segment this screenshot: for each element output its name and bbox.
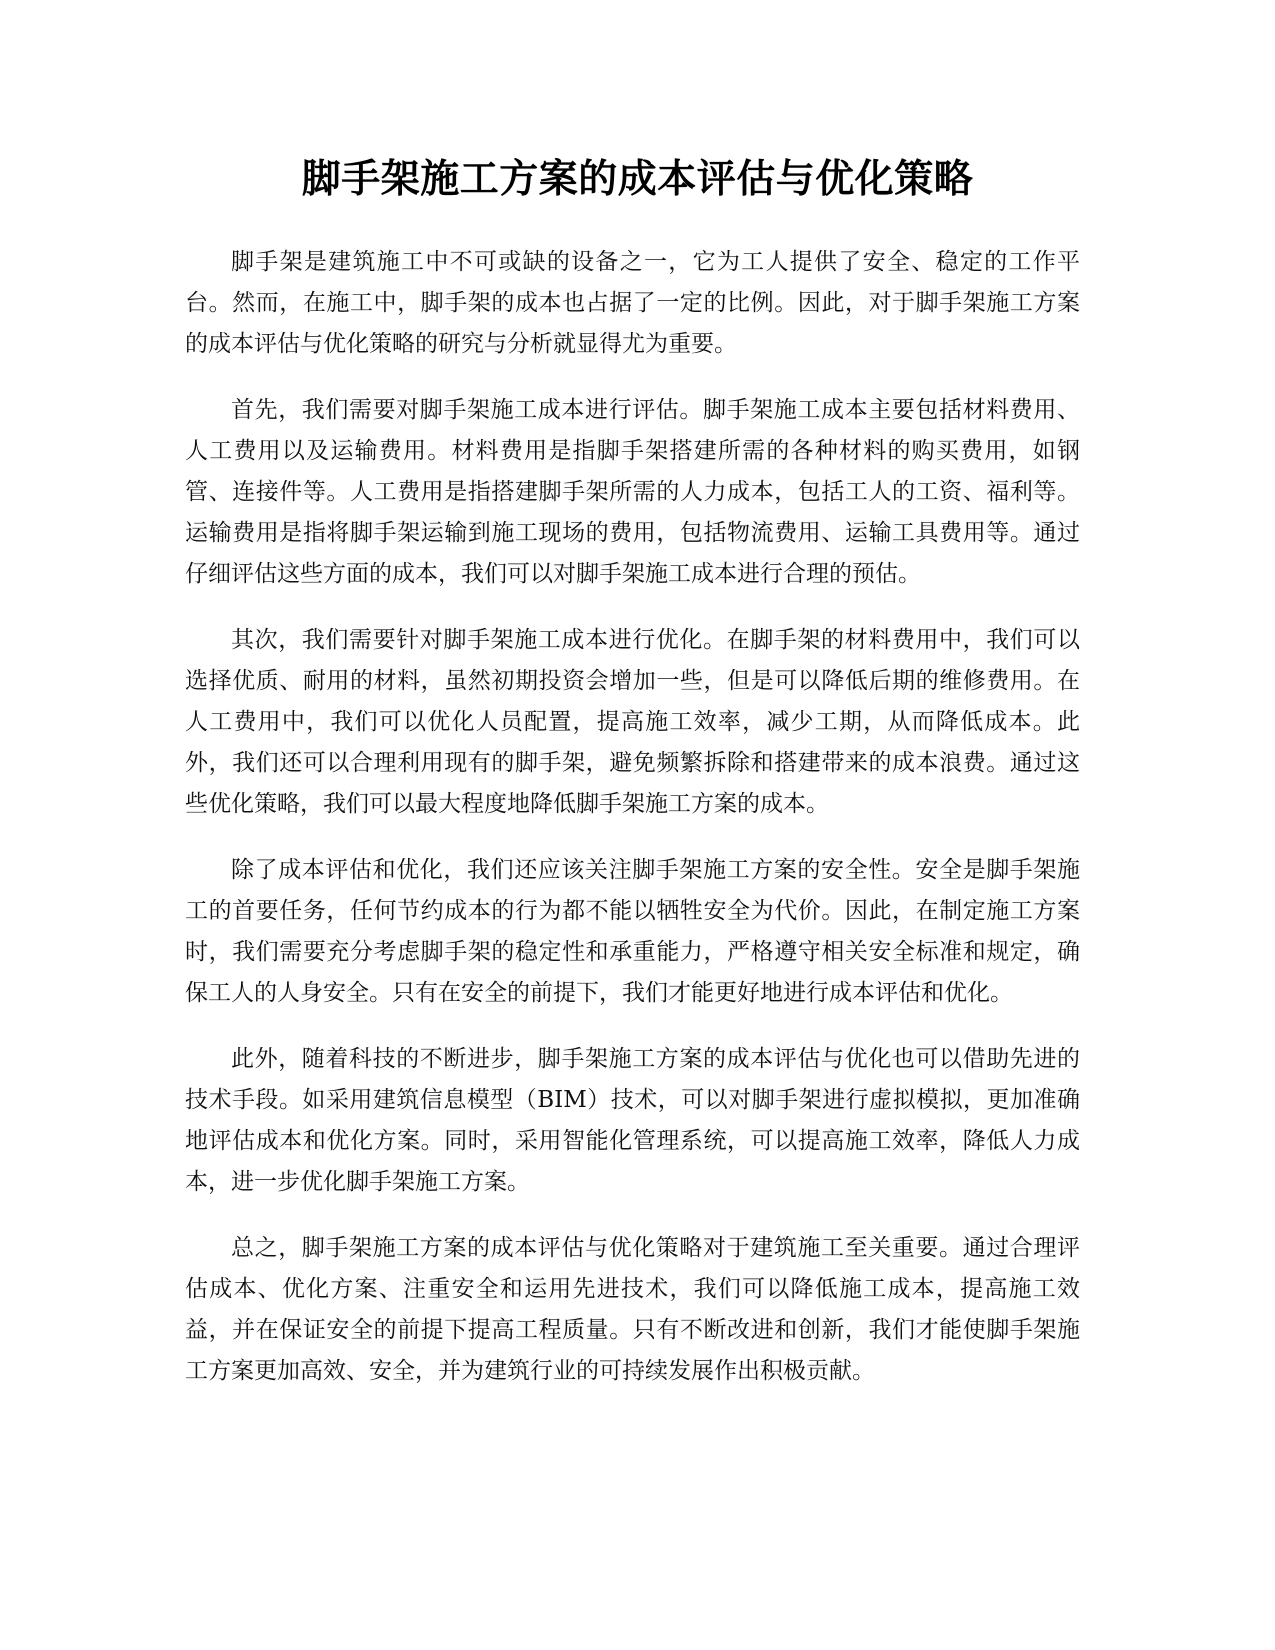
paragraph-conclusion: 总之，脚手架施工方案的成本评估与优化策略对于建筑施工至关重要。通过合理评估成本、优化方案、注重安全和运用先进技术，我们可以降低施工成本，提高施工效益，并在保证安全的前提下提高工程质量。只有不断改进和创新，我们才能使脚手架施工方案更加高效、安全，并为建筑行业的可持续发展作出积极贡献。: [185, 1235, 1080, 1384]
document-title: 脚手架施工方案的成本评估与优化策略: [301, 157, 974, 202]
paragraph-cost-evaluation: 首先，我们需要对脚手架施工成本进行评估。脚手架施工成本主要包括材料费用、人工费用以及运输费用。材料费用是指脚手架搭建所需的各种材料的购买费用，如钢管、连接件等。人工费用是指搭建脚手架所需的人力成本，包括工人的工资、福利等。运输费用是指将脚手架运输到施工现场的费用，包括物流费用、运输工具费用等。通过仔细评估这些方面的成本，我们可以对脚手架施工成本进行合理的预估。: [185, 397, 1080, 587]
paragraph-intro: 脚手架是建筑施工中不可或缺的设备之一，它为工人提供了安全、稳定的工作平台。然而，在施工中，脚手架的成本也占据了一定的比例。因此，对于脚手架施工方案的成本评估与优化策略的研究与分析就显得尤为重要。: [185, 249, 1080, 357]
paragraph-cost-optimization: 其次，我们需要针对脚手架施工成本进行优化。在脚手架的材料费用中，我们可以选择优质、耐用的材料，虽然初期投资会增加一些，但是可以降低后期的维修费用。在人工费用中，我们可以优化人员配置，提高施工效率，减少工期，从而降低成本。此外，我们还可以合理利用现有的脚手架，避免频繁拆除和搭建带来的成本浪费。通过这些优化策略，我们可以最大程度地降低脚手架施工方案的成本。: [185, 627, 1080, 817]
paragraph-technology: 此外，随着科技的不断进步，脚手架施工方案的成本评估与优化也可以借助先进的技术手段。如采用建筑信息模型（BIM）技术，可以对脚手架进行虚拟模拟，更加准确地评估成本和优化方案。同时，采用智能化管理系统，可以提高施工效率，降低人力成本，进一步优化脚手架施工方案。: [185, 1046, 1080, 1195]
document-body: [185, 242, 1080, 1417]
paragraph-safety: 除了成本评估和优化，我们还应该关注脚手架施工方案的安全性。安全是脚手架施工的首要任务，任何节约成本的行为都不能以牺牲安全为代价。因此，在制定施工方案时，我们需要充分考虑脚手架的稳定性和承重能力，严格遵守相关安全标准和规定，确保工人的人身安全。只有在安全的前提下，我们才能更好地进行成本评估和优化。: [185, 857, 1080, 1006]
